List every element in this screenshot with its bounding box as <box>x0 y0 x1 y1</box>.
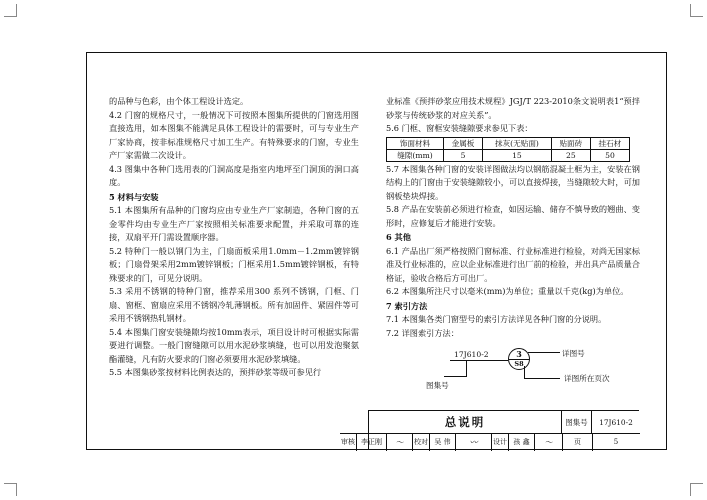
crop-mark-bottom-left <box>4 483 17 496</box>
crop-mark-bottom-right <box>690 483 703 496</box>
gap-table <box>386 137 630 162</box>
leader-atlas <box>466 360 468 376</box>
paragraph: 4.2 门窗的规格尺寸，一般情况下可按照本图集所提供的门窗选用图直接选用，如本图集不能满足具体工程设计的需要时，可与专业生产厂家协商，按非标准规格尺寸加工生产。有特殊要求的门窗，专业生产厂家需做二次设计。 <box>109 109 359 160</box>
page-number: 5 <box>613 438 619 446</box>
check-signature: 〰 <box>456 434 492 451</box>
design-name: 孩 鑫 <box>509 434 535 451</box>
section-heading: 5 材料与安装 <box>109 191 159 202</box>
paragraph: 6.1 产品出厂须严格按照门窗标准、行业标准进行检验，对尚无国家标准及行业标准的，应以企业标准进行出厂前的检验，并出具产品质量合格证，验收合格后方可出厂。 <box>386 245 640 283</box>
review-name: 李正刚 <box>357 434 387 451</box>
paragraph: 6.2 本图集所注尺寸以毫米(mm)为单位；重量以千克(kg)为单位。 <box>386 286 629 296</box>
design-label: 设计 <box>492 434 509 451</box>
index-page-number: S8 <box>514 360 524 368</box>
gap-table-cell: 抹灰(无贴面) <box>483 137 552 149</box>
gap-table-value-row <box>387 149 630 161</box>
check-name: 吴 伟 <box>430 434 456 451</box>
review-signature: 〜 <box>387 434 413 451</box>
gap-table-cell: 饰面材料 <box>387 137 444 149</box>
paragraph: 5.7 本图集各种门窗的安装详图做法均以钢筋混凝土框为主，安装在钢结构上的门窗由于安装缝隙较小，可以直接焊接，当缝隙较大时，可加钢板垫块焊接。 <box>386 163 640 201</box>
leader-detail <box>528 352 560 353</box>
gap-table-cell: 贴面砖 <box>551 137 590 149</box>
paragraph: 7.1 本图集各类门窗型号的索引方法详见各种门窗的分说明。 <box>386 314 607 324</box>
signature-row <box>340 433 639 450</box>
label-atlas-no: 图集号 <box>426 381 449 390</box>
index-detail-number: 3 <box>516 349 522 359</box>
atlas-number-value: 17J610-2 <box>592 411 640 434</box>
paragraph: 5.3 采用不锈钢的特种门窗，推荐采用300 系列不锈钢，门框、门扇、窗框、窗扇应采用不锈钢冷轧薄钢板。所有加固件、紧固件等可采用不锈钢热轧钢材。 <box>109 286 359 323</box>
gap-table-cell: 挂石材 <box>590 137 629 149</box>
index-circle <box>508 348 530 370</box>
paragraph: 5.5 本图集砂浆按材料比例表达的，预拌砂浆等级可参见行 <box>109 367 322 377</box>
right-column-top <box>386 95 640 136</box>
index-diagram <box>386 342 640 404</box>
left-column <box>109 95 359 380</box>
gap-table-cell: 50 <box>590 149 629 161</box>
leader-page-v <box>524 366 526 378</box>
right-column-bottom <box>386 163 640 341</box>
gap-table-cell: 15 <box>483 149 552 161</box>
paragraph: 5.1 本图集所有品种的门窗均应由专业生产厂家制造，各种门窗的五金零件均由专业生产厂家按照相关标准要求配置，并采取可靠的连接，双扇平开门需设置顺序器。 <box>109 205 359 242</box>
paragraph: 5.8 产品在安装前必须进行检查，如因运输、储存不慎导致的翘曲、变形时，应修复后才能进行安装。 <box>386 204 640 228</box>
check-label: 校对 <box>413 434 430 451</box>
paragraph: 7.2 详图索引方法： <box>386 327 459 338</box>
index-reference-line <box>450 360 508 361</box>
paragraph: 4.3 图集中各种门选用表的门洞高度是指室内地坪至门洞顶的洞口高度。 <box>109 163 359 187</box>
crop-mark-top-right <box>690 4 703 17</box>
index-atlas-code: 17J610-2 <box>454 350 489 359</box>
section-heading: 7 索引方法 <box>386 300 428 311</box>
leader-page <box>524 378 560 379</box>
drawing-title: 总说明 <box>369 411 562 434</box>
gap-table-cell: 缝隙(mm) <box>387 149 444 161</box>
label-page-location: 详图所在页次 <box>564 374 610 383</box>
design-signature: 〜 <box>535 434 563 451</box>
leader-atlas-h <box>444 376 467 377</box>
gap-table-cell: 5 <box>443 149 482 161</box>
paragraph: 5.6 门框、窗框安装缝隙要求参见下表： <box>386 123 533 133</box>
review-label: 审核 <box>340 434 357 451</box>
crop-mark-top-left <box>4 4 17 17</box>
gap-table-header-row <box>387 137 630 149</box>
atlas-number-label: 图集号 <box>562 411 592 434</box>
page-label: 页 <box>563 434 593 451</box>
gap-table-cell: 25 <box>551 149 590 161</box>
section-heading: 6 其他 <box>386 232 411 242</box>
gap-table-cell: 金属板 <box>443 137 482 149</box>
right-column <box>386 95 640 404</box>
paragraph: 5.2 特种门一般以钢门为主，门扇面板采用1.0mm－1.2mm镀锌钢板；门扇骨架采用2mm镀锌钢板；门框采用1.5mm镀锌钢板，有特殊要求的门，可见分说明。 <box>109 245 359 283</box>
paragraph: 5.4 本图集门窗安装缝隙均按10mm表示，项目设计时可根据实际需要进行调整。一般门窗缝隙可以用水泥砂浆填缝，也可以用发泡聚氨酯灌缝，凡有防火要求的门窗必须要用水泥砂浆填缝。 <box>109 326 359 364</box>
paragraph: 业标准《预拌砂浆应用技术规程》JGJ/T 223-2010条文说明表1“预拌砂浆与传统砂浆的对应关系”。 <box>386 96 640 120</box>
paragraph: 的品种与色彩，由个体工程设计选定。 <box>109 96 249 106</box>
label-detail-no: 详图号 <box>562 349 585 358</box>
